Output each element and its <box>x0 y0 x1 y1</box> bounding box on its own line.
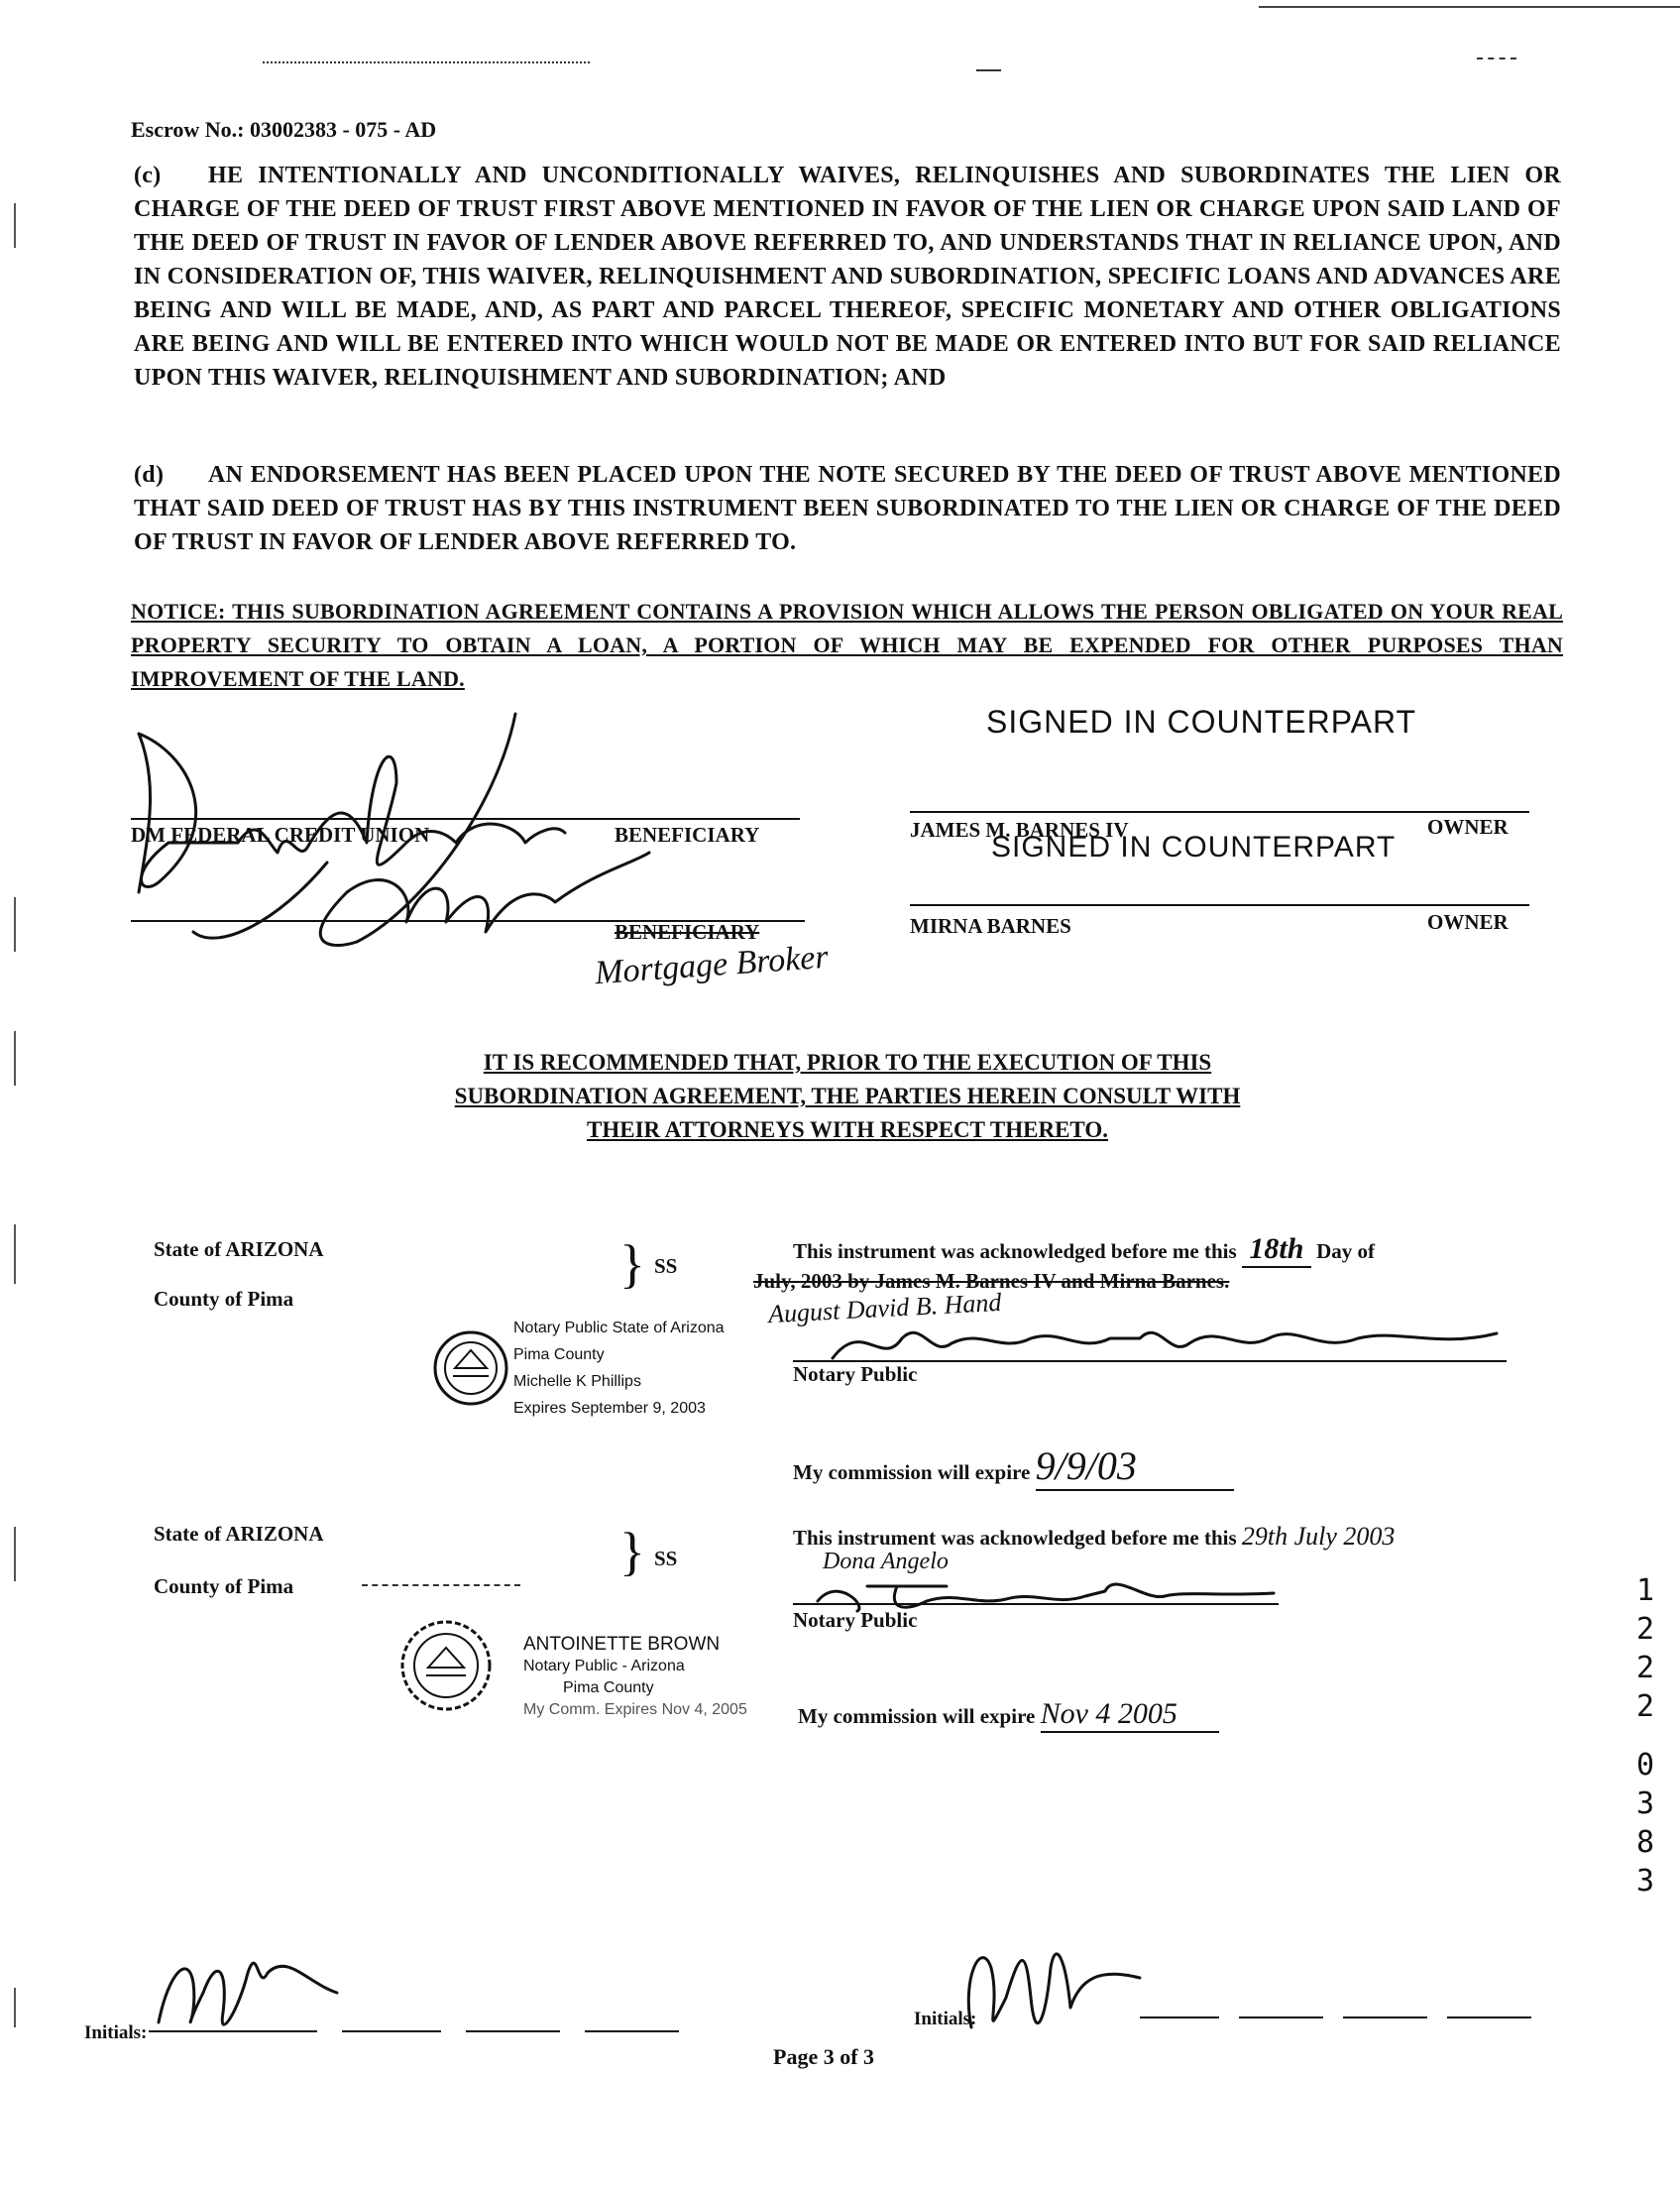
scan-margin-mark <box>14 897 16 952</box>
seal-line: Pima County <box>513 1346 605 1363</box>
signed-counterpart-stamp: SIGNED IN COUNTERPART <box>986 704 1417 740</box>
state-label: State of <box>154 1237 222 1261</box>
initials-left-signature <box>149 1933 347 2062</box>
notary2-seal-text <box>523 1634 747 1721</box>
state-value: ARIZONA <box>225 1237 324 1261</box>
escrow-header <box>131 117 436 143</box>
initials-right-signature <box>952 1918 1150 2067</box>
notary-seal-icon <box>387 1616 515 1715</box>
recommendation-line: THEIR ATTORNEYS WITH RESPECT THERETO. <box>587 1117 1108 1142</box>
recording-number <box>1630 1571 1660 1901</box>
seal-line: ANTOINETTE BROWN <box>523 1634 721 1655</box>
initials-line <box>342 2030 441 2032</box>
ack-line2-handwritten: Dona Angelo <box>823 1549 949 1574</box>
notary2-commission <box>798 1697 1219 1733</box>
beneficiary-role: BENEFICIARY <box>615 823 760 847</box>
seal-line: Notary Public State of Arizona <box>513 1320 725 1336</box>
ack-date-handwritten: 29th July 2003 <box>1241 1522 1396 1551</box>
brace: } <box>619 1522 645 1581</box>
paragraph-text: HE INTENTIONALLY AND UNCONDITIONALLY WAIVES, RELINQUISHES AND SUBORDINATES THE LIEN OR CHARGE OF THE DEED OF TRUST FIRST ABOVE MENTIONED IN FAVOR OF THE LIEN OR CHARGE UPON SAID LAND OF THE DEED OF TRUST IN FAVOR OF LENDER ABOVE REFERRED TO, AND UNDERSTANDS THAT IN RELIANCE UPON, AND IN CONSIDERATION OF, THIS WAIVER, RELINQUISHMENT AND SUBORDINATION, SPECIFIC LOANS AND ADVANCES ARE BEING AND WILL BE MADE, AND, AS PART AND PARCEL THEREOF, SPECIFIC MONETARY AND OTHER OBLIGATIONS ARE BEING AND WILL BE ENTERED INTO WHICH WOULD NOT BE MADE OR ENTERED INTO BUT FOR SAID RELIANCE UPON THIS WAIVER, RELINQUISHMENT AND SUBORDINATION; AND <box>134 163 1561 391</box>
scan-artifact <box>263 61 590 65</box>
notary-signature-line <box>793 1603 1279 1605</box>
notary2-state <box>154 1522 324 1547</box>
initials-line <box>1239 2016 1323 2018</box>
brace: } <box>619 1234 645 1294</box>
scan-margin-mark <box>14 1988 16 2027</box>
recording-digit: 0 <box>1635 1748 1655 1783</box>
paragraph-text: AN ENDORSEMENT HAS BEEN PLACED UPON THE NOTE SECURED BY THE DEED OF TRUST ABOVE MENTIONED THAT SAID DEED OF TRUST HAS BY THIS INSTRUMENT BEEN SUBORDINATED TO THE LIEN OR CHARGE OF THE DEED OF TRUST IN FAVOR OF LENDER ABOVE REFERRED TO. <box>134 462 1561 555</box>
escrow-label: Escrow No.: <box>131 117 245 142</box>
recording-digit: 2 <box>1635 1689 1655 1724</box>
ack-line2-handwritten: August David B. Hand <box>767 1287 1002 1329</box>
commission-label: My commission will expire <box>793 1460 1031 1484</box>
scan-margin-mark <box>14 1527 16 1581</box>
initials-line <box>149 2030 317 2032</box>
state-label: State of <box>154 1522 222 1546</box>
seal-line: Michelle K Phillips <box>513 1373 641 1390</box>
commission-date-handwritten: 9/9/03 <box>1036 1442 1234 1491</box>
notary2-ack <box>793 1522 1395 1552</box>
commission-label: My commission will expire <box>798 1704 1036 1728</box>
recommendation-line: SUBORDINATION AGREEMENT, THE PARTIES HEREIN CONSULT WITH <box>454 1084 1241 1108</box>
initials-line <box>1447 2016 1531 2018</box>
initials-left-label: Initials: <box>84 2022 148 2043</box>
recording-digit: 8 <box>1635 1825 1655 1860</box>
notary1-signature <box>823 1309 1536 1378</box>
beneficiary-role-struck: BENEFICIARY <box>615 920 760 944</box>
seal-line: My Comm. Expires Nov 4, 2005 <box>523 1701 747 1718</box>
notary1-ack <box>793 1232 1375 1268</box>
notary-seal-icon <box>431 1328 510 1408</box>
signature-line <box>910 811 1529 813</box>
notice-text: NOTICE: THIS SUBORDINATION AGREEMENT CONTAINS A PROVISION WHICH ALLOWS THE PERSON OBLIGATED ON YOUR REAL PROPERTY SECURITY TO OBTAIN A LOAN, A PORTION OF WHICH MAY BE EXPENDED FOR OTHER PURPOSES THAN IMPROVEMENT OF THE LAND. <box>131 599 1563 691</box>
scan-artifact <box>362 1584 520 1588</box>
notary2-county: County of Pima <box>154 1574 294 1598</box>
recording-digit: 3 <box>1635 1786 1655 1821</box>
recommendation-line: IT IS RECOMMENDED THAT, PRIOR TO THE EXECUTION OF THIS <box>483 1050 1212 1075</box>
notary1-county: County of Pima <box>154 1287 294 1311</box>
initials-line <box>1343 2016 1427 2018</box>
notary1-state <box>154 1237 324 1262</box>
notary1-seal-text <box>513 1315 725 1422</box>
paragraph-label: (d) <box>134 462 165 488</box>
ack-day-suffix: Day of <box>1316 1239 1376 1263</box>
owner-name-james: JAMES M. BARNES IV <box>910 818 1129 842</box>
notary1-ss: SS <box>654 1254 678 1278</box>
ack-line2-struck: July, 2003 by James M. Barnes IV and Mirna Barnes. <box>753 1269 1230 1293</box>
notary1-commission <box>793 1442 1234 1491</box>
ack-prefix: This instrument was acknowledged before me this <box>793 1526 1237 1550</box>
initials-line <box>585 2030 679 2032</box>
credit-union-name: DM FEDERAL CREDIT UNION <box>131 823 430 847</box>
recording-digit: 2 <box>1635 1651 1655 1685</box>
seal-line: Expires September 9, 2003 <box>513 1400 706 1417</box>
ack-day-handwritten: 18th <box>1242 1232 1311 1268</box>
seal-line: Pima County <box>563 1679 654 1696</box>
recommendation-block <box>377 1046 1318 1147</box>
notary2-ss: SS <box>654 1547 678 1570</box>
commission-date-handwritten: Nov 4 2005 <box>1041 1697 1219 1733</box>
notary1-label: Notary Public <box>793 1362 918 1386</box>
scan-margin-mark <box>14 1031 16 1086</box>
signature-graphic <box>99 694 654 952</box>
signature-line <box>910 904 1529 906</box>
page-number: Page 3 of 3 <box>773 2044 875 2069</box>
scan-artifact <box>1259 6 1680 8</box>
scan-margin-mark <box>14 1224 16 1284</box>
escrow-number: 03002383 - 075 - AD <box>249 117 437 142</box>
signed-counterpart-overlay: SIGNED IN COUNTERPART <box>991 831 1397 864</box>
paragraph-d <box>134 458 1561 559</box>
owner-name-mirna: MIRNA BARNES <box>910 914 1071 938</box>
recording-digit: 2 <box>1635 1612 1655 1647</box>
paragraph-label: (c) <box>134 163 162 188</box>
recording-digit: 3 <box>1635 1864 1655 1899</box>
scan-artifact <box>1477 58 1516 61</box>
initials-line <box>466 2030 560 2032</box>
scan-margin-mark <box>14 203 16 248</box>
owner-role: OWNER <box>1427 815 1509 839</box>
initials-line <box>1140 2016 1219 2018</box>
seal-line: Notary Public - Arizona <box>523 1658 685 1674</box>
scan-artifact <box>976 69 1001 71</box>
recording-digit: 1 <box>1635 1573 1655 1608</box>
handwritten-mortgage-broker: Mortgage Broker <box>593 938 830 992</box>
owner-role: OWNER <box>1427 910 1509 934</box>
state-value: ARIZONA <box>225 1522 324 1546</box>
notary2-label: Notary Public <box>793 1608 918 1632</box>
initials-right-label: Initials: <box>914 2009 977 2029</box>
paragraph-c <box>134 159 1561 395</box>
ack-prefix: This instrument was acknowledged before me this <box>793 1239 1237 1263</box>
